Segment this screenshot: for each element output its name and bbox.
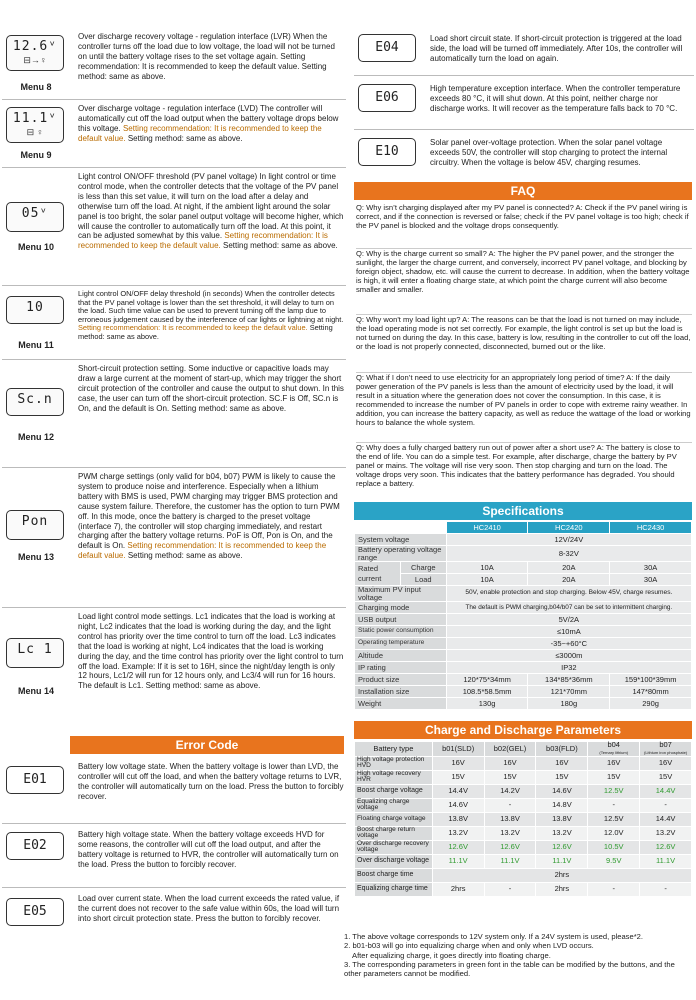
- menu-description: Over discharge voltage - regulation interface (LVD) The controller will automatically cut off the load output when the battery voltage drops below this voltage. Setting recommendation: It is recommended to keep the default value. Setting method: same as above.: [78, 104, 339, 143]
- spec-value: IP32: [446, 662, 691, 674]
- cd-row: [355, 826, 692, 840]
- spec-row: [355, 602, 692, 614]
- spec-row: [355, 562, 692, 574]
- spec-value: 8-32V: [446, 546, 691, 562]
- cd-row: [355, 756, 692, 770]
- spec-value: The default is PWM charging,b04/b07 can be set to intermittent charging.: [446, 602, 691, 614]
- cd-value: 14.6V: [432, 798, 484, 812]
- cd-header: b03(FLD): [536, 742, 588, 757]
- cd-value: 11.1V: [432, 854, 484, 868]
- specifications-banner: Specifications: [354, 502, 692, 520]
- spec-label: IP rating: [355, 662, 447, 674]
- cd-value: 16V: [536, 756, 588, 770]
- cd-value: -: [484, 882, 536, 896]
- spec-label: USB output: [355, 614, 447, 626]
- spec-value: 50V, enable protection and stop charging. Below 45V, charge resumes.: [446, 586, 691, 602]
- cd-label: Boost charge voltage: [355, 784, 433, 798]
- spec-sublabel: Charge: [400, 562, 446, 574]
- cd-value: 13.8V: [484, 812, 536, 826]
- cd-value: 15V: [484, 770, 536, 784]
- error-code-display: E02: [6, 832, 64, 860]
- cd-value: 16V: [432, 756, 484, 770]
- cd-value: 2hrs: [536, 882, 588, 896]
- spec-value: 20A: [528, 562, 610, 574]
- spec-value: 10A: [446, 562, 528, 574]
- cd-label: High voltage protection HVD: [355, 756, 433, 770]
- menu-description: Short-circuit protection setting. Some inductive or capacitive loads may draw a large current at the moment of start-up, which may trigger the short circuit protection of the controller and cause the output to shut down. In this case, the user can turn off the short-circuit protection. SC.F is Off, SC.n is On, and the default is On. Setting method: same as above.: [78, 364, 344, 413]
- faq-item: [356, 442, 692, 489]
- charge-discharge-table: [354, 741, 692, 897]
- cd-value: 12.5V: [588, 784, 640, 798]
- menu-label: Menu 11: [18, 340, 54, 350]
- faq-answer: A: The reasons can be that the load is not turned on may include, the load operating mode is not set correctly. For example, the light control is set up but the load is not turned on during the day. In this case, battery is low, resulting in the controller to cut off the load, or the load is not properly connected, disconnected, burned out or the like.: [356, 315, 691, 351]
- lcd-display-menu-11: [6, 296, 64, 324]
- error-description: Load short circuit state. If short-circuit protection is triggered at the load side, the load will be turned off immediately. After 10s, the controller will automatically turn the load on again.: [430, 34, 683, 63]
- cd-value: 13.8V: [536, 812, 588, 826]
- cd-value: 13.2V: [432, 826, 484, 840]
- cd-value: 15V: [432, 770, 484, 784]
- cd-label: Over discharge voltage: [355, 854, 433, 868]
- faq-question: Q: Why is the charge current so small?: [356, 249, 487, 258]
- cd-value: 11.1V: [484, 854, 536, 868]
- cd-header-row: [355, 742, 692, 757]
- spec-value: 20A: [528, 574, 610, 586]
- error-code-display: E10: [358, 138, 416, 166]
- cd-row: [355, 882, 692, 896]
- menu-description: Over discharge recovery voltage - regulation interface (LVR) When the controller turns off the load due to low voltage, the load will not be turned on until the battery voltage rises to the set voltage again. Setting recommendation: It is recommended to keep the default value. Setting method: same as above.: [78, 32, 335, 81]
- cd-value: 13.2V: [640, 826, 692, 840]
- cd-row: [355, 812, 692, 826]
- cd-value: 12.0V: [588, 826, 640, 840]
- menu-label: Menu 8: [20, 82, 52, 92]
- spec-value: 121*70mm: [528, 686, 610, 698]
- cd-header: b01(SLD): [432, 742, 484, 757]
- menu-label: Menu 10: [17, 242, 54, 252]
- cd-value: 2hrs: [432, 868, 691, 882]
- spec-row: [355, 650, 692, 662]
- spec-value: ≤3000m: [446, 650, 691, 662]
- cd-value: 12.6V: [432, 840, 484, 854]
- footnotes: [344, 932, 692, 978]
- cd-value: 16V: [588, 756, 640, 770]
- cd-value: 14.4V: [432, 784, 484, 798]
- cd-label: Boost charge return voltage: [355, 826, 433, 840]
- cd-value: 2hrs: [432, 882, 484, 896]
- spec-value: 290g: [610, 698, 692, 710]
- cd-value: 15V: [588, 770, 640, 784]
- error-row-e02: [2, 826, 346, 888]
- menu-description: Light control ON/OFF delay threshold (in seconds) When the controller detects that the PV panel voltage is lower than the set threshold, it will delay to turn on the load. Such time value can be used to prevent turning off the lamp due to erroneous judgement caused by the interference of car lights or lightning at night. Setting recommendation: It is recommended to keep the default value. Setting method: same as above.: [78, 289, 344, 341]
- spec-label: Maximum PV input voltage: [355, 586, 447, 602]
- error-description: High temperature exception interface. When the controller temperature exceeds 80 °C, it will shut down. At this point, neither charge nor discharge works. It will recover as the temperature falls back to 70 °C.: [430, 84, 681, 113]
- menu-12-row: [2, 362, 346, 468]
- spec-row: [355, 626, 692, 638]
- lcd-value: Lc 1: [17, 642, 53, 657]
- error-code-display: E06: [358, 84, 416, 112]
- spec-row: [355, 586, 692, 602]
- lcd-display-menu-12: [6, 388, 64, 416]
- error-description: Battery high voltage state. When the battery voltage exceeds HVD for some reasons, the controller will cut off the load output, and after the battery voltage is returned to HVR, the controller will automatically turn on the load. Press the button to forcibly recover.: [78, 830, 339, 869]
- cd-value: 11.1V: [536, 854, 588, 868]
- cd-value: 11.1V: [640, 854, 692, 868]
- spec-value: ≤10mA: [446, 626, 691, 638]
- footnote: 3. The corresponding parameters in green font in the table can be modified by the buttons, and the other parameters cannot be modified.: [344, 959, 675, 978]
- spec-label: Weight: [355, 698, 447, 710]
- specifications-table: [354, 521, 692, 710]
- lcd-display-menu-10: [6, 202, 64, 232]
- error-row-e10: [354, 134, 694, 178]
- menu-label: Menu 12: [17, 432, 54, 442]
- lcd-display-menu-14: [6, 638, 64, 668]
- spec-sublabel: Load: [400, 574, 446, 586]
- cd-row: [355, 854, 692, 868]
- spec-label: Installation size: [355, 686, 447, 698]
- menu-9-row: [2, 102, 346, 168]
- cd-value: 14.8V: [536, 798, 588, 812]
- spec-value: 159*100*39mm: [610, 674, 692, 686]
- cd-label: Boost charge time: [355, 868, 433, 882]
- spec-value: 30A: [610, 562, 692, 574]
- cd-value: 15V: [640, 770, 692, 784]
- cd-header: b02(GEL): [484, 742, 536, 757]
- menu-11-row: [2, 288, 346, 360]
- battery-load-icon: ⊟→♀: [23, 54, 47, 65]
- spec-label: Static power consumption: [355, 626, 447, 638]
- lcd-value: 11.1ᵛ: [12, 111, 58, 126]
- cd-header: b04 (Ternary lithium): [588, 742, 640, 757]
- spec-label: Altitude: [355, 650, 447, 662]
- lcd-value: Pon: [21, 514, 49, 529]
- faq-answer: A: Check if the PV panel wiring is correct, and if the connection is reversed or false; check if the PV panel voltage is too high; check if the PV panel is blocked and the voltage drops consequently.: [356, 203, 689, 230]
- error-code-display: E05: [6, 898, 64, 926]
- error-code-display: E01: [6, 766, 64, 794]
- cd-value: 12.5V: [588, 812, 640, 826]
- faq-question: Q: What if I don’t need to use electricity for an appropriately long period of time?: [356, 373, 625, 382]
- cd-row: [355, 784, 692, 798]
- spec-row: [355, 574, 692, 586]
- faq-banner: FAQ: [354, 182, 692, 200]
- cd-value: 14.6V: [536, 784, 588, 798]
- spec-value: 147*80mm: [610, 686, 692, 698]
- error-code-banner: Error Code: [70, 736, 344, 754]
- model-name: HC2430: [610, 522, 692, 534]
- faq-question: Q: Why won't my load light up?: [356, 315, 461, 324]
- spec-value: 108.5*58.5mm: [446, 686, 528, 698]
- lcd-display-menu-8: [6, 35, 64, 71]
- spec-value: 12V/24V: [446, 534, 691, 546]
- cd-value: 13.2V: [536, 826, 588, 840]
- cd-label: Floating charge voltage: [355, 812, 433, 826]
- menu-description: Light control ON/OFF threshold (PV panel voltage) In light control or time control mode, when the controller detects that the voltage of the PV panel is less than this set value, it will turn on the load after a delay and otherwise turn off the load. At night, if the ambient light around the solar panel is too bright, the solar panel output voltage will become higher, which will cause the controller to automatically turn off the load. At this point, it can be adjusted somewhat by this value. Setting recommendation: It is recommended to keep the default value. Setting method: same as above.: [78, 172, 344, 251]
- menu-14-row: [2, 610, 346, 732]
- cd-value: -: [588, 798, 640, 812]
- spec-row: [355, 638, 692, 650]
- spec-value: 5V/2A: [446, 614, 691, 626]
- cd-value: 12.6V: [484, 840, 536, 854]
- cd-label: Over discharge recovery voltage: [355, 840, 433, 854]
- cd-row: [355, 770, 692, 784]
- lcd-value: 05ᵛ: [21, 206, 49, 221]
- spec-value: 134*85*36mm: [528, 674, 610, 686]
- menu-description: PWM charge settings (only valid for b04, b07) PWM is likely to cause the system to produce noise and interference. Especially when a lithium battery with BMS is used, PWM charging may trigger BMS protection and cause system failure. Therefore, the customer has the option to turn PWM off. In this mode, once the battery is charged to the preset voltage (interface 7), the controller will stop charging immediately, and restart charging after the battery voltage returns. PoF is Off, Pon is On, and the default is On. Setting recommendation: It is recommended to keep the default value. Setting method: same as above.: [78, 472, 340, 561]
- spec-value: 130g: [446, 698, 528, 710]
- lcd-display-menu-9: [6, 107, 64, 143]
- cd-header: b07 (Lithium iron phosphate): [640, 742, 692, 757]
- error-description: Load over current state. When the load current exceeds the rated value, if the current does not recover to the safe value within 60s, the load will turn into short circuit protection state. Press the button to forcibly recover.: [78, 894, 340, 923]
- cd-row: [355, 868, 692, 882]
- error-description: Battery low voltage state. When the battery voltage is lower than LVD, the controller will cut off the load, and when the battery voltage returns to LVR, the controller will automatically turn on the load. Press the button to forcibly recover.: [78, 762, 344, 801]
- error-row-e01: [2, 758, 346, 824]
- lcd-value: 12.6ᵛ: [12, 39, 58, 54]
- menu-label: Menu 14: [17, 686, 54, 696]
- spec-row: [355, 614, 692, 626]
- lcd-value: Sc.n: [17, 392, 53, 407]
- footnote: 2. b01-b03 will go into equalizing charge when and only when LVD occurs.: [344, 941, 594, 951]
- cd-value: -: [640, 798, 692, 812]
- lcd-display-menu-13: [6, 510, 64, 540]
- model-name: HC2420: [528, 522, 610, 534]
- spec-label: Battery operating voltage range: [355, 546, 447, 562]
- cd-value: -: [484, 798, 536, 812]
- error-row-e05: [2, 890, 346, 942]
- cd-value: 13.8V: [432, 812, 484, 826]
- faq-item: [356, 314, 692, 352]
- cd-value: 16V: [640, 756, 692, 770]
- error-row-e04: [354, 30, 694, 76]
- battery-load-icon: ⊟ ♀: [26, 126, 44, 137]
- menu-description: Load light control mode settings. Lc1 indicates that the load is working at night, Lc2 indicates that the load is working during the day, and the light control has priority over the time control to turn off the load. Lc3 indicates that the load is working at night, Lc4 indicates that the load is working during the day, and the time control has priority over the light control to turn off the load. Example: If it is set to 16H, since the night/day length is only 12 hours, Lc1/2 will run for 12 hours only, and Lc3/4 will run for 16 hours. The default is Lc1. Setting method: same as above.: [78, 612, 344, 691]
- error-description: Solar panel over-voltage protection. When the solar panel voltage exceeds 50V, the controller will stop charging to protect the internal circuitry. When the voltage is below 45V, charging resumes.: [430, 138, 668, 167]
- faq-answer: A: The battery is close to the end of life. You can do a simple test. For example, after discharge, charge the battery by PV panel or mains. The voltage will rise very soon. Then stop charging and turn on the load. The voltage drops very soon. This indicates that the battery performance has degraded. You should replace a battery.: [356, 443, 681, 488]
- menu-label: Menu 13: [17, 552, 54, 562]
- cd-value: 13.2V: [484, 826, 536, 840]
- spec-value: -35~+60°C: [446, 638, 691, 650]
- faq-item: [356, 248, 692, 295]
- spec-row: [355, 662, 692, 674]
- faq-item: [356, 372, 692, 428]
- spec-value: 120*75*34mm: [446, 674, 528, 686]
- footnote: 1. The above voltage corresponds to 12V system only. If a 24V system is used, please*2.: [344, 932, 643, 941]
- footnote: After equalizing charge, it goes directly into floating charge.: [352, 950, 551, 960]
- cd-value: 14.2V: [484, 784, 536, 798]
- error-row-e06: [354, 80, 694, 130]
- cd-value: 12.6V: [536, 840, 588, 854]
- cd-value: 14.4V: [640, 784, 692, 798]
- cd-value: 12.6V: [640, 840, 692, 854]
- spec-row: [355, 686, 692, 698]
- cd-header: Battery type: [355, 742, 433, 757]
- cd-row: [355, 840, 692, 854]
- spec-value: 10A: [446, 574, 528, 586]
- faq-question: Q: Why does a fully charged battery run out of power after a short use?: [356, 443, 595, 452]
- cd-label: Equalizing charge voltage: [355, 798, 433, 812]
- cd-value: 16V: [484, 756, 536, 770]
- faq-answer: A: The higher the PV panel power, and the stronger the sunlight, the larger the charge current, and conversely, incorrect PV panel voltage, and blocking by foreign object, shadow, etc. will cause the current to decrease. In addition, when the battery voltage is high, it will enter a floating charge state, at which point the charge current will also become smaller and smaller.: [356, 249, 690, 294]
- spec-row: [355, 698, 692, 710]
- spec-row: [355, 674, 692, 686]
- menu-10-row: [2, 170, 346, 286]
- spec-label: Product size: [355, 674, 447, 686]
- error-code-display: E04: [358, 34, 416, 62]
- lcd-value: 10: [26, 300, 44, 315]
- faq-answer: A: If the daily power generation of the PV panels is less than the amount of electricity used by the load, it will result in a situation where the generation does not cover the consumption. In this case, it is recommended to increase the number of PV panels in order to cope with extreme rainy weather. In addition, you can increase the battery capacity, as well as reduce the wattage of the load or working hours to balance the whole system.: [356, 373, 691, 427]
- spec-label: Rated current: [355, 562, 401, 586]
- spec-label: Charging mode: [355, 602, 447, 614]
- spec-value: 30A: [610, 574, 692, 586]
- menu-8-row: [2, 30, 346, 100]
- menu-13-row: [2, 470, 346, 608]
- faq-item: [356, 203, 692, 231]
- spec-row: [355, 546, 692, 562]
- spec-header-row: [355, 522, 692, 534]
- charge-discharge-banner: Charge and Discharge Parameters: [354, 721, 692, 739]
- cd-value: 10.5V: [588, 840, 640, 854]
- menu-label: Menu 9: [20, 150, 52, 160]
- cd-value: 15V: [536, 770, 588, 784]
- cd-value: 9.5V: [588, 854, 640, 868]
- spec-row: [355, 534, 692, 546]
- model-name: HC2410: [446, 522, 528, 534]
- cd-row: [355, 798, 692, 812]
- cd-label: Equalizing charge time: [355, 882, 433, 896]
- spec-label: Operating temperature: [355, 638, 447, 650]
- faq-question: Q: Why isn’t charging displayed after my PV panel is connected?: [356, 203, 574, 212]
- cd-value: -: [640, 882, 692, 896]
- cd-label: High voltage recovery HVR: [355, 770, 433, 784]
- spec-value: 180g: [528, 698, 610, 710]
- spec-label: System voltage: [355, 534, 447, 546]
- cd-value: 14.4V: [640, 812, 692, 826]
- cd-value: -: [588, 882, 640, 896]
